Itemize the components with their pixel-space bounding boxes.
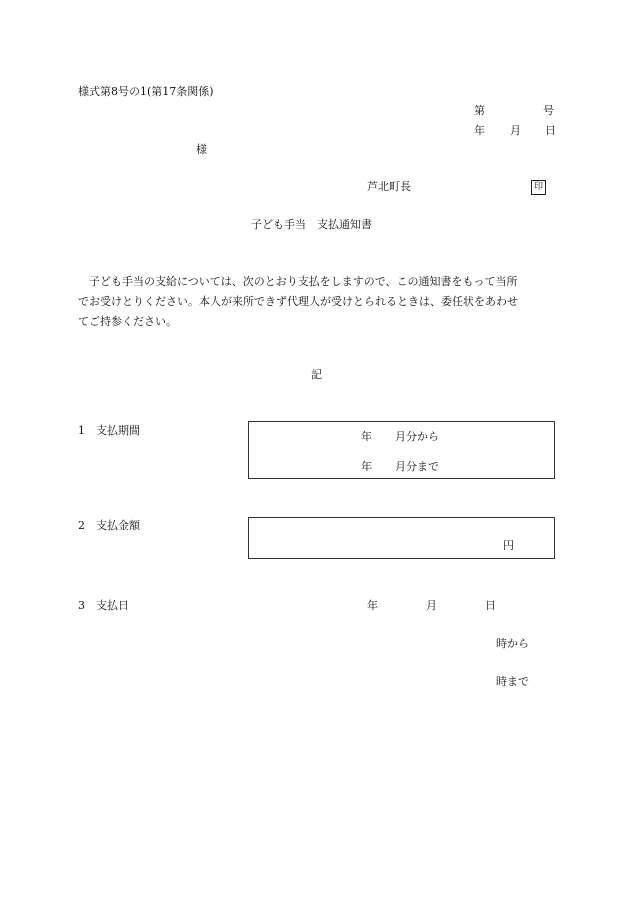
payment-time-to: 時まで bbox=[496, 675, 529, 688]
payment-time-from: 時から bbox=[496, 637, 529, 650]
period-label: 1 支払期間 bbox=[78, 424, 140, 437]
payment-date-day: 日 bbox=[485, 599, 496, 612]
doc-number-suffix: 号 bbox=[543, 104, 554, 117]
issuer-name: 芦北町長 bbox=[367, 180, 411, 193]
period-from-year: 年 bbox=[361, 430, 372, 443]
amount-unit: 円 bbox=[503, 539, 514, 552]
seal-mark: 印 bbox=[531, 180, 546, 195]
body-line: 子ども手当の支給については、次のとおり支払をしますので、この通知書をもって当所 bbox=[78, 275, 518, 288]
form-number: 様式第8号の1(第17条関係) bbox=[78, 85, 214, 98]
document-title: 子ども手当 支払通知書 bbox=[251, 218, 372, 231]
period-from-text: 月分から bbox=[395, 430, 439, 443]
doc-number-prefix: 第 bbox=[474, 104, 485, 117]
date-day: 日 bbox=[545, 124, 556, 137]
body-paragraph bbox=[78, 272, 558, 332]
date-year: 年 bbox=[474, 124, 485, 137]
ki-marker: 記 bbox=[311, 368, 322, 381]
recipient-suffix: 様 bbox=[196, 143, 207, 156]
amount-label: 2 支払金額 bbox=[78, 519, 140, 532]
amount-box bbox=[248, 517, 555, 559]
date-month: 月 bbox=[510, 124, 521, 137]
payment-date-year: 年 bbox=[367, 599, 378, 612]
body-line: でお受けとりください。本人が来所できず代理人が受けとられるときは、委任状をあわせ bbox=[78, 295, 518, 308]
payment-date-month: 月 bbox=[426, 599, 437, 612]
payment-date-label: 3 支払日 bbox=[78, 599, 129, 612]
period-box bbox=[248, 421, 555, 479]
period-to-year: 年 bbox=[361, 460, 372, 473]
body-line: てご持参ください。 bbox=[78, 315, 177, 328]
period-to-text: 月分まで bbox=[395, 460, 439, 473]
